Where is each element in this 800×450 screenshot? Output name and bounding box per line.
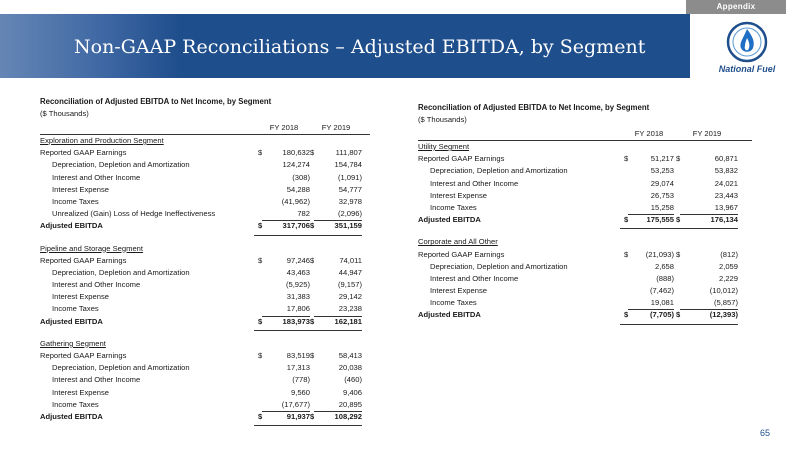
left-reconciliation-table xyxy=(40,98,370,423)
value-fy2019: 2,059 xyxy=(718,261,738,271)
row-label: Depreciation, Depletion and Amortization xyxy=(52,160,190,170)
currency-symbol: $ xyxy=(258,316,263,326)
row-label: Interest and Other Income xyxy=(52,172,141,182)
value-fy2019: 108,292 xyxy=(334,411,362,421)
row-label: Interest and Other Income xyxy=(430,273,519,283)
currency-symbol: $ xyxy=(310,148,315,158)
row-label: Interest and Other Income xyxy=(430,178,519,188)
total-row xyxy=(40,316,370,328)
currency-symbol: $ xyxy=(624,215,629,225)
value-fy2019: 24,021 xyxy=(714,178,738,188)
segment-name: Pipeline and Storage Segment xyxy=(40,243,144,253)
total-row xyxy=(40,411,370,423)
value-fy2018: 43,463 xyxy=(286,267,310,277)
value-fy2018: (888) xyxy=(656,273,674,283)
segment-name: Utility Segment xyxy=(418,142,470,151)
page-number: 65 xyxy=(760,428,771,438)
value-fy2018: 83,519 xyxy=(286,351,310,360)
table-subheading: ($ Thousands) xyxy=(418,115,467,124)
total-row xyxy=(418,309,752,321)
value-fy2018: 54,288 xyxy=(286,184,310,194)
currency-symbol: $ xyxy=(624,154,629,164)
right-reconciliation-table xyxy=(418,104,752,322)
value-fy2018: (308) xyxy=(292,172,310,182)
table-subheading: ($ Thousands) xyxy=(40,109,89,118)
total-double-rule xyxy=(254,330,310,331)
value-fy2019: (2,096) xyxy=(337,209,362,219)
table-row xyxy=(40,387,370,399)
value-fy2019: 23,443 xyxy=(714,190,738,200)
value-fy2018: 175,555 xyxy=(646,215,674,225)
row-label: Interest and Other Income xyxy=(52,375,141,385)
value-fy2018: 317,706 xyxy=(282,221,310,231)
value-fy2019: 29,142 xyxy=(338,292,362,302)
value-fy2018: 53,253 xyxy=(650,166,674,176)
value-fy2019: 20,895 xyxy=(338,399,362,409)
currency-symbol: $ xyxy=(258,221,263,231)
row-label: Interest Expense xyxy=(430,286,487,296)
currency-symbol: $ xyxy=(258,255,263,265)
value-fy2018: (5,925) xyxy=(285,280,310,290)
currency-symbol: $ xyxy=(310,351,315,360)
currency-symbol: $ xyxy=(624,310,629,320)
value-fy2019: 23,238 xyxy=(338,304,362,314)
value-fy2019: 32,978 xyxy=(338,196,362,206)
value-fy2018: 180,632 xyxy=(282,148,310,158)
table-row xyxy=(40,147,370,159)
value-fy2019: 351,159 xyxy=(334,221,362,231)
value-fy2018: (41,962) xyxy=(281,196,310,206)
currency-symbol: $ xyxy=(676,249,681,259)
value-fy2018: 183,973 xyxy=(282,316,310,326)
value-fy2018: (17,677) xyxy=(281,399,310,409)
total-double-rule xyxy=(306,235,362,236)
row-label: Unrealized (Gain) Loss of Hedge Ineffectiveness xyxy=(52,209,216,219)
row-label: Interest Expense xyxy=(430,190,487,200)
table-row xyxy=(40,374,370,386)
row-label: Income Taxes xyxy=(52,304,99,314)
column-header-fy2019: FY 2019 xyxy=(692,129,722,138)
value-fy2018: 17,313 xyxy=(286,363,310,373)
total-double-rule xyxy=(306,425,362,426)
column-headers xyxy=(418,129,752,141)
row-label: Depreciation, Depletion and Amortization xyxy=(52,363,190,373)
value-fy2018: 31,383 xyxy=(286,292,310,302)
value-fy2019: (5,857) xyxy=(713,298,738,308)
table-row xyxy=(418,297,752,309)
segment-title xyxy=(40,135,370,147)
table-row xyxy=(40,279,370,291)
total-row xyxy=(418,214,752,226)
value-fy2019: (1,091) xyxy=(337,172,362,182)
value-fy2019: 54,777 xyxy=(338,184,362,194)
currency-symbol: $ xyxy=(258,351,263,360)
column-header-fy2018: FY 2018 xyxy=(269,123,299,132)
value-fy2019: 74,011 xyxy=(339,255,362,265)
table-row xyxy=(40,362,370,374)
table-row xyxy=(40,350,370,362)
value-fy2019: 53,832 xyxy=(714,166,738,176)
table-row xyxy=(418,165,752,177)
value-fy2018: 124,274 xyxy=(282,160,310,170)
total-double-rule xyxy=(672,324,738,325)
row-label: Reported GAAP Earnings xyxy=(418,154,505,164)
title-bar xyxy=(0,14,690,78)
row-label: Interest Expense xyxy=(52,387,109,397)
value-fy2019: (460) xyxy=(344,375,362,385)
currency-symbol: $ xyxy=(624,249,629,259)
table-body xyxy=(40,135,370,423)
currency-symbol: $ xyxy=(676,215,681,225)
table-heading: Reconciliation of Adjusted EBITDA to Net Income, by Segment xyxy=(418,103,650,112)
total-double-rule xyxy=(672,228,738,229)
column-header-fy2018: FY 2018 xyxy=(634,129,664,138)
value-fy2019: 154,784 xyxy=(334,160,362,170)
row-label: Depreciation, Depletion and Amortization xyxy=(430,261,568,271)
value-fy2019: (10,012) xyxy=(709,286,738,296)
row-label: Interest Expense xyxy=(52,292,109,302)
value-fy2019: 2,229 xyxy=(718,273,738,283)
value-fy2018: 91,937 xyxy=(286,411,310,421)
currency-symbol: $ xyxy=(310,316,315,326)
value-fy2019: (9,157) xyxy=(337,280,362,290)
table-row xyxy=(40,291,370,303)
value-fy2019: 162,181 xyxy=(334,316,362,326)
row-label: Income Taxes xyxy=(430,202,477,212)
currency-symbol: $ xyxy=(310,221,315,231)
value-fy2019: 176,134 xyxy=(710,215,738,225)
segment-title xyxy=(40,338,370,350)
row-label: Adjusted EBITDA xyxy=(40,316,103,326)
value-fy2019: 111,807 xyxy=(335,148,362,158)
total-double-rule xyxy=(620,228,674,229)
total-double-rule xyxy=(254,425,310,426)
value-fy2019: 20,038 xyxy=(338,363,362,373)
row-label: Adjusted EBITDA xyxy=(40,221,103,231)
logo-wordmark: National Fuel xyxy=(718,64,776,74)
value-fy2018: (7,705) xyxy=(649,310,674,320)
appendix-tab: Appendix xyxy=(686,0,786,14)
column-header-fy2019: FY 2019 xyxy=(321,123,351,132)
flame-icon xyxy=(706,20,788,64)
row-label: Reported GAAP Earnings xyxy=(40,351,127,360)
segment-name: Corporate and All Other xyxy=(418,237,498,247)
segment-title xyxy=(418,141,752,153)
row-label: Income Taxes xyxy=(52,196,99,206)
value-fy2019: 58,413 xyxy=(338,351,362,360)
value-fy2019: (12,393) xyxy=(709,310,738,320)
value-fy2018: (7,462) xyxy=(649,286,674,296)
table-row xyxy=(40,399,370,411)
table-row xyxy=(40,255,370,267)
value-fy2018: 19,081 xyxy=(650,298,674,308)
row-label: Depreciation, Depletion and Amortization xyxy=(52,267,190,277)
row-label: Reported GAAP Earnings xyxy=(40,255,127,265)
row-label: Interest Expense xyxy=(52,184,109,194)
table-heading: Reconciliation of Adjusted EBITDA to Net Income, by Segment xyxy=(40,97,272,106)
row-label: Adjusted EBITDA xyxy=(418,310,481,320)
total-double-rule xyxy=(254,235,310,236)
value-fy2018: 15,258 xyxy=(650,202,674,212)
value-fy2019: 44,947 xyxy=(338,267,362,277)
row-label: Income Taxes xyxy=(52,399,99,409)
value-fy2019: 13,967 xyxy=(714,202,738,212)
table-body xyxy=(418,141,752,322)
segment-title xyxy=(418,236,752,248)
currency-symbol: $ xyxy=(310,255,315,265)
currency-symbol: $ xyxy=(258,148,263,158)
column-headers xyxy=(40,123,370,135)
table-row xyxy=(418,178,752,190)
total-row xyxy=(40,220,370,232)
value-fy2019: 9,406 xyxy=(342,387,362,397)
currency-symbol: $ xyxy=(676,310,681,320)
value-fy2018: 51,217 xyxy=(650,154,674,164)
page-title: Non-GAAP Reconciliations – Adjusted EBITDA, by Segment xyxy=(74,36,646,58)
value-fy2018: 26,753 xyxy=(650,190,674,200)
table-row xyxy=(40,172,370,184)
table-row xyxy=(40,208,370,220)
total-double-rule xyxy=(306,330,362,331)
total-double-rule xyxy=(620,324,674,325)
row-label: Adjusted EBITDA xyxy=(418,215,481,225)
currency-symbol: $ xyxy=(258,411,263,421)
value-fy2018: 9,560 xyxy=(290,387,310,397)
row-label: Reported GAAP Earnings xyxy=(418,249,505,259)
currency-symbol: $ xyxy=(676,154,681,164)
segment-title xyxy=(40,243,370,255)
segment-name: Gathering Segment xyxy=(40,338,106,348)
company-logo xyxy=(706,20,788,80)
table-row xyxy=(418,261,752,273)
value-fy2018: 782 xyxy=(297,209,310,219)
value-fy2018: 97,246 xyxy=(286,255,310,265)
value-fy2018: 17,806 xyxy=(286,304,310,314)
row-label: Interest and Other Income xyxy=(52,280,141,290)
value-fy2018: 2,658 xyxy=(654,261,674,271)
row-label: Reported GAAP Earnings xyxy=(40,148,127,158)
segment-name: Exploration and Production Segment xyxy=(40,136,164,145)
currency-symbol: $ xyxy=(310,411,315,421)
table-row xyxy=(40,303,370,315)
table-row xyxy=(40,184,370,196)
row-label: Depreciation, Depletion and Amortization xyxy=(430,166,568,176)
row-label: Income Taxes xyxy=(430,298,477,308)
table-row xyxy=(40,267,370,279)
value-fy2018: (778) xyxy=(292,375,310,385)
table-row xyxy=(40,159,370,171)
value-fy2019: (812) xyxy=(720,249,738,259)
table-row xyxy=(418,249,752,261)
table-row xyxy=(418,153,752,165)
value-fy2019: 60,871 xyxy=(714,154,738,164)
table-row xyxy=(418,190,752,202)
table-row xyxy=(418,273,752,285)
value-fy2018: 29,074 xyxy=(650,178,674,188)
table-row xyxy=(418,285,752,297)
table-row xyxy=(418,202,752,214)
row-label: Adjusted EBITDA xyxy=(40,411,103,421)
table-row xyxy=(40,196,370,208)
value-fy2018: (21,093) xyxy=(645,249,674,259)
